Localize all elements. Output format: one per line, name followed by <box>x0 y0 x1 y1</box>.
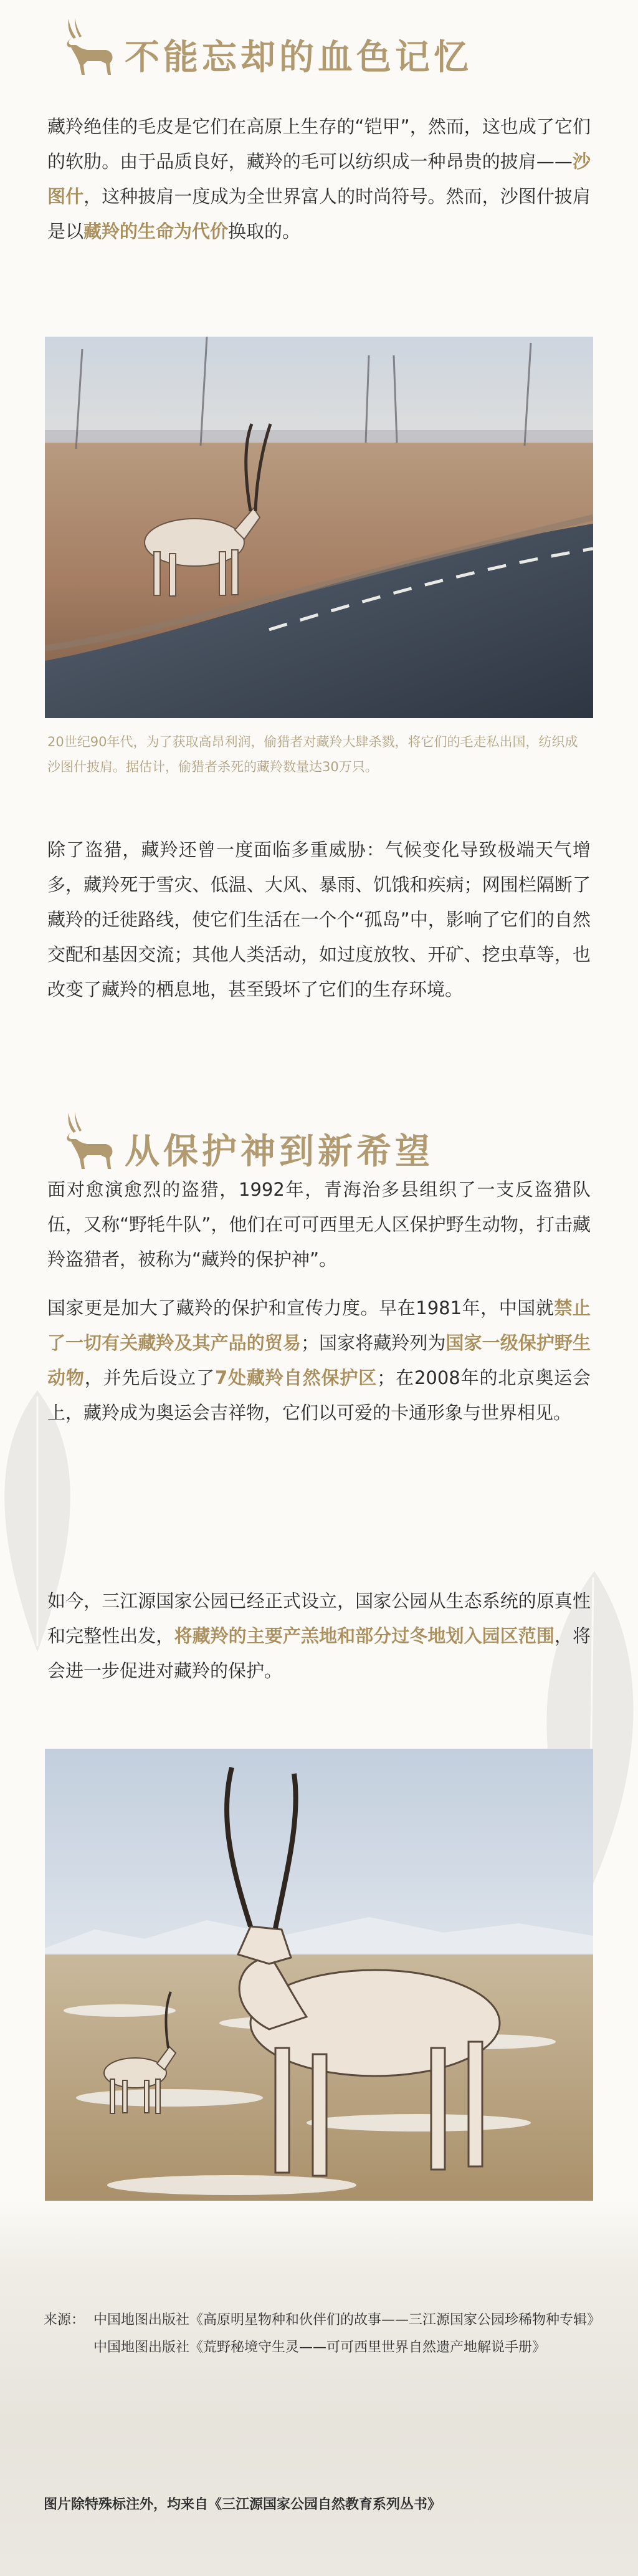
section-header-2 <box>44 1107 604 1175</box>
source-item <box>44 2307 601 2334</box>
section1-paragraph-1 <box>47 109 591 249</box>
tibetan-antelope-snow-photo <box>45 1749 593 2223</box>
sources-label: 来源： <box>44 2312 85 2328</box>
paragraph-text: ，这种披肩一度成为全世界富人的时尚符号。然而，沙图什披肩是以 <box>47 186 591 242</box>
highlighted-text: 国家一级保护野生动物 <box>47 1332 591 1388</box>
section-title: 从保护神到新希望 <box>125 1131 434 1172</box>
paragraph-text: 如今，三江源国家公园已经正式设立，国家公园从生态系统的原真性和完整性出发， <box>47 1590 591 1646</box>
source-item <box>44 2334 598 2362</box>
paragraph-text: ；在2008年的北京奥运会上，藏羚成为奥运会吉祥物，它们以可爱的卡通形象与世界相见。 <box>47 1367 591 1423</box>
paragraph-text: 国家更是加大了藏羚的保护和宣传力度。早在1981年，中国就 <box>47 1297 555 1319</box>
section-header-1 <box>44 12 604 81</box>
source-text: 中国地图出版社《高原明星物种和伙伴们的故事——三江源国家公园珍稀物种专辑》 <box>93 2312 601 2328</box>
highlighted-text: 将藏羚的主要产羔地和部分过冬地划入园区范围 <box>174 1625 555 1646</box>
antelope-icon <box>44 12 118 81</box>
sources-block <box>44 2307 601 2362</box>
paragraph-text: 藏羚绝佳的毛皮是它们在高原上生存的“铠甲”，然而，这也成了它们的软肋。由于品质良好，藏羚的毛可以纺织成一种昂贵的披肩—— <box>47 116 591 172</box>
paragraph-text: 换取的。 <box>228 221 301 242</box>
tibetan-antelope-road-photo <box>45 337 593 718</box>
section2-paragraph-3 <box>47 1584 591 1688</box>
section2-paragraph-1: 面对愈演愈烈的盗猎，1992年，青海治多县组织了一支反盗猎队伍，又称“野牦牛队”，他们在可可西里无人区保护野生动物，打击藏羚盗猎者，被称为“藏羚的保护神”。 <box>47 1179 591 1270</box>
paragraph-text: ，将会进一步促进对藏羚的保护。 <box>47 1625 591 1681</box>
highlighted-text: 禁止了一切有关藏羚及其产品的贸易 <box>47 1297 591 1353</box>
image-credit: 图片除特殊标注外，均来自《三江源国家公园自然教育系列丛书》 <box>44 2497 442 2512</box>
section2-paragraph-2 <box>47 1290 591 1430</box>
section1-paragraph-2: 除了盗猎，藏羚还曾一度面临多重威胁：气候变化导致极端天气增多，藏羚死于雪灾、低温、大风、暴雨、饥饿和疾病；网围栏隔断了藏羚的迁徙路线，使它们生活在一个个“孤岛”中，影响了它们的自然交配和基因交流；其他人类活动，如过度放牧、开矿、挖虫草等，也改变了藏羚的栖息地，甚至毁坏了它们的生存环境。 <box>47 839 591 1000</box>
highlighted-text: 沙图什 <box>47 151 591 207</box>
highlighted-text: 藏羚的生命为代价 <box>83 221 229 242</box>
photo-caption: 20世纪90年代，为了获取高昂利润，偷猎者对藏羚大肆杀戮，将它们的毛走私出国，纺织成沙图什披肩。据估计，偷猎者杀死的藏羚数量达30万只。 <box>47 734 578 774</box>
paragraph-text: ；国家将藏羚列为 <box>300 1332 446 1353</box>
paragraph-text: ，并先后设立了 <box>84 1367 215 1388</box>
source-text: 中国地图出版社《荒野秘境守生灵——可可西里世界自然遗产地解说手册》 <box>93 2340 546 2355</box>
antelope-icon <box>44 1107 118 1175</box>
footer-background <box>0 2201 638 2576</box>
highlighted-text: 7处藏羚自然保护区 <box>215 1367 378 1388</box>
section-title: 不能忘却的血色记忆 <box>125 37 472 78</box>
